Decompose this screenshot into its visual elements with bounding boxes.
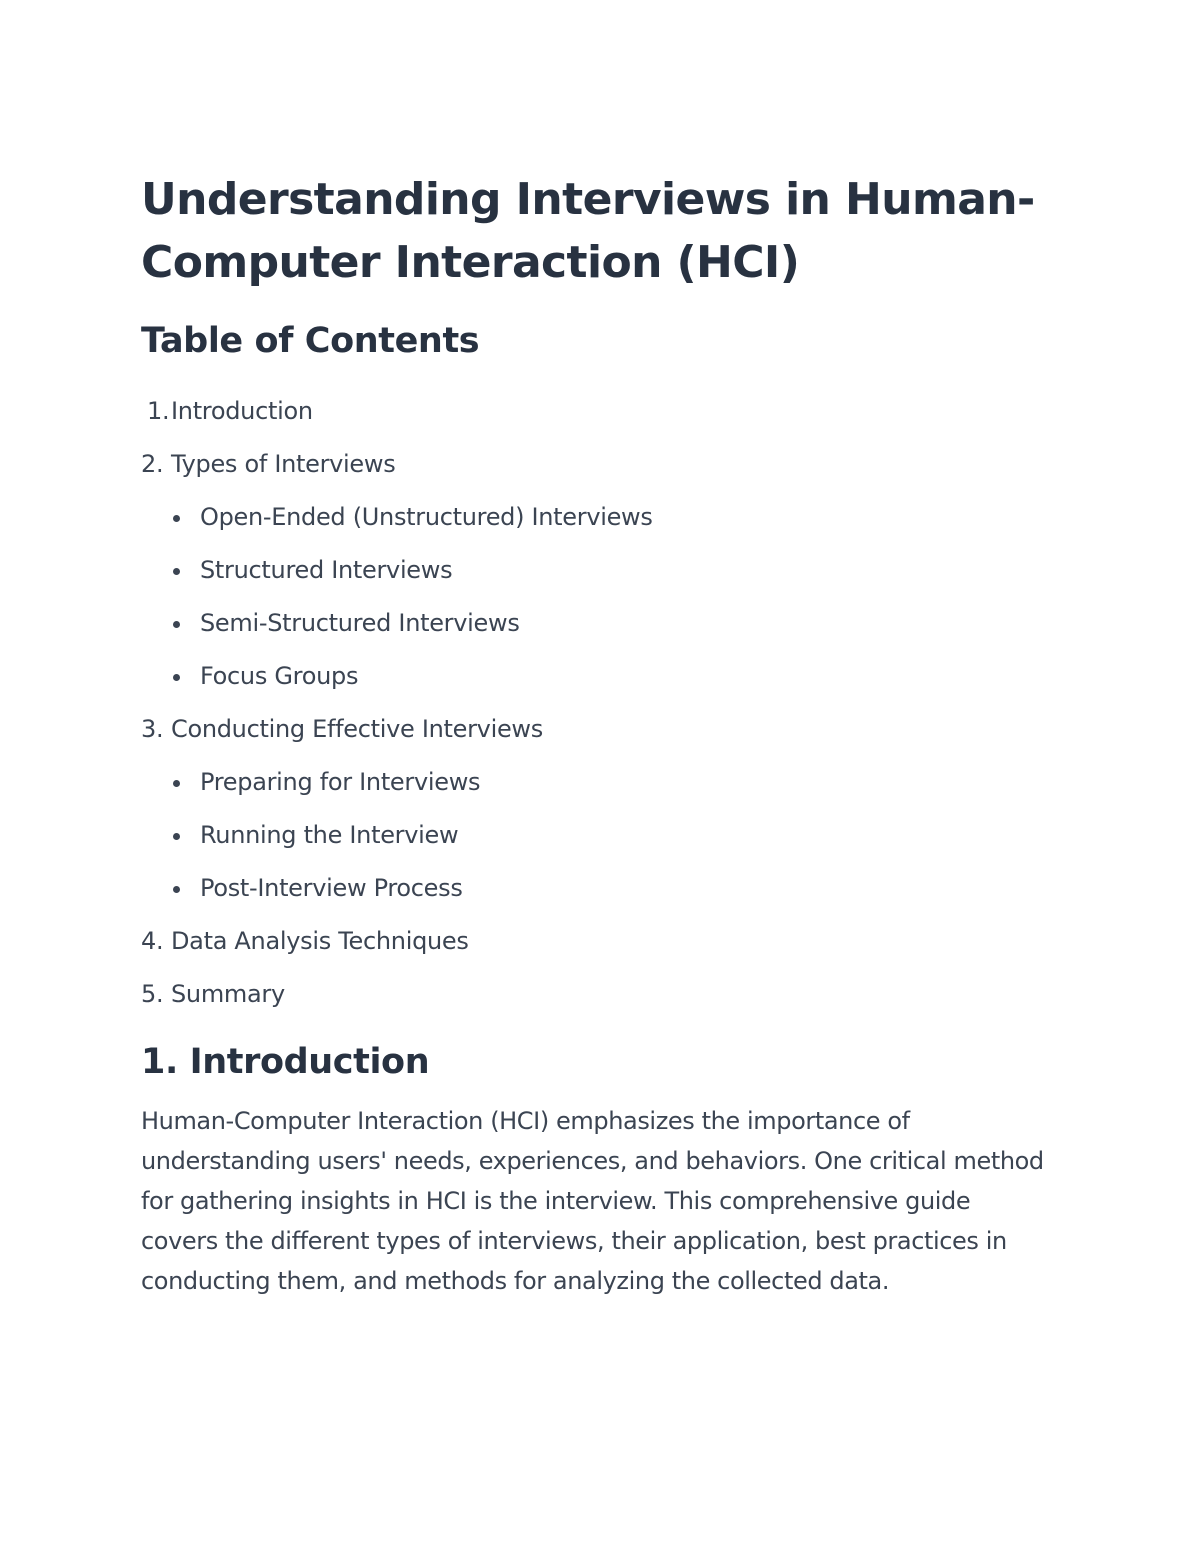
bullet-icon bbox=[173, 674, 180, 681]
toc-subitem-label: Post-Interview Process bbox=[200, 874, 463, 902]
toc-item-number: 3. bbox=[141, 715, 164, 743]
bullet-icon bbox=[173, 568, 180, 575]
toc-subitem-focus-groups[interactable] bbox=[141, 650, 1046, 703]
toc-item-conducting-interviews[interactable] bbox=[141, 703, 1046, 756]
toc-item-types-of-interviews[interactable] bbox=[141, 438, 1046, 491]
toc-subitem-label: Preparing for Interviews bbox=[200, 768, 481, 796]
toc-item-label: Conducting Effective Interviews bbox=[171, 715, 543, 743]
toc-heading: Table of Contents bbox=[141, 321, 480, 361]
toc-item-summary[interactable] bbox=[141, 968, 1046, 1021]
toc-subitem-label: Open-Ended (Unstructured) Interviews bbox=[200, 503, 653, 531]
toc-item-number: 2. bbox=[141, 450, 164, 478]
toc-sublist bbox=[141, 491, 1046, 703]
bullet-icon bbox=[173, 833, 180, 840]
toc-sublist-container bbox=[141, 756, 1046, 915]
toc-subitem-open-ended[interactable] bbox=[141, 491, 1046, 544]
toc-subitem-structured[interactable] bbox=[141, 544, 1046, 597]
introduction-paragraph: Human-Computer Interaction (HCI) emphasizes the importance of understanding users' needs, experiences, and behaviors. One critical method for gathering insights in HCI is the interview. This comprehensive guide covers the different types of interviews, their application, best practices in conducting them, and methods for analyzing the collected data. bbox=[141, 1107, 1044, 1295]
toc-item-number: 5. bbox=[141, 980, 164, 1008]
section-heading-introduction: 1. Introduction bbox=[141, 1042, 430, 1082]
toc-item-number: 4. bbox=[141, 927, 164, 955]
bullet-icon bbox=[173, 515, 180, 522]
bullet-icon bbox=[173, 621, 180, 628]
table-of-contents bbox=[141, 385, 1046, 1021]
toc-subitem-label: Running the Interview bbox=[200, 821, 459, 849]
document-title: Understanding Interviews in Human-Computer Interaction (HCI) bbox=[141, 174, 1035, 288]
toc-subitem-label: Semi-Structured Interviews bbox=[200, 609, 520, 637]
toc-subitem-label: Focus Groups bbox=[200, 662, 359, 690]
toc-item-label: Summary bbox=[171, 980, 285, 1008]
toc-sublist-container bbox=[141, 491, 1046, 703]
toc-subitem-label: Structured Interviews bbox=[200, 556, 453, 584]
toc-item-data-analysis[interactable] bbox=[141, 915, 1046, 968]
toc-subitem-running[interactable] bbox=[141, 809, 1046, 862]
toc-item-introduction[interactable] bbox=[141, 385, 1046, 438]
toc-item-label: Introduction bbox=[171, 397, 313, 425]
bullet-icon bbox=[173, 780, 180, 787]
toc-item-label: Types of Interviews bbox=[171, 450, 396, 478]
document-page bbox=[141, 168, 1046, 1301]
toc-sublist bbox=[141, 756, 1046, 915]
toc-item-label: Data Analysis Techniques bbox=[171, 927, 469, 955]
toc-subitem-preparing[interactable] bbox=[141, 756, 1046, 809]
bullet-icon bbox=[173, 886, 180, 893]
toc-subitem-post-interview[interactable] bbox=[141, 862, 1046, 915]
toc-item-number: 1. bbox=[147, 397, 170, 425]
toc-subitem-semi-structured[interactable] bbox=[141, 597, 1046, 650]
